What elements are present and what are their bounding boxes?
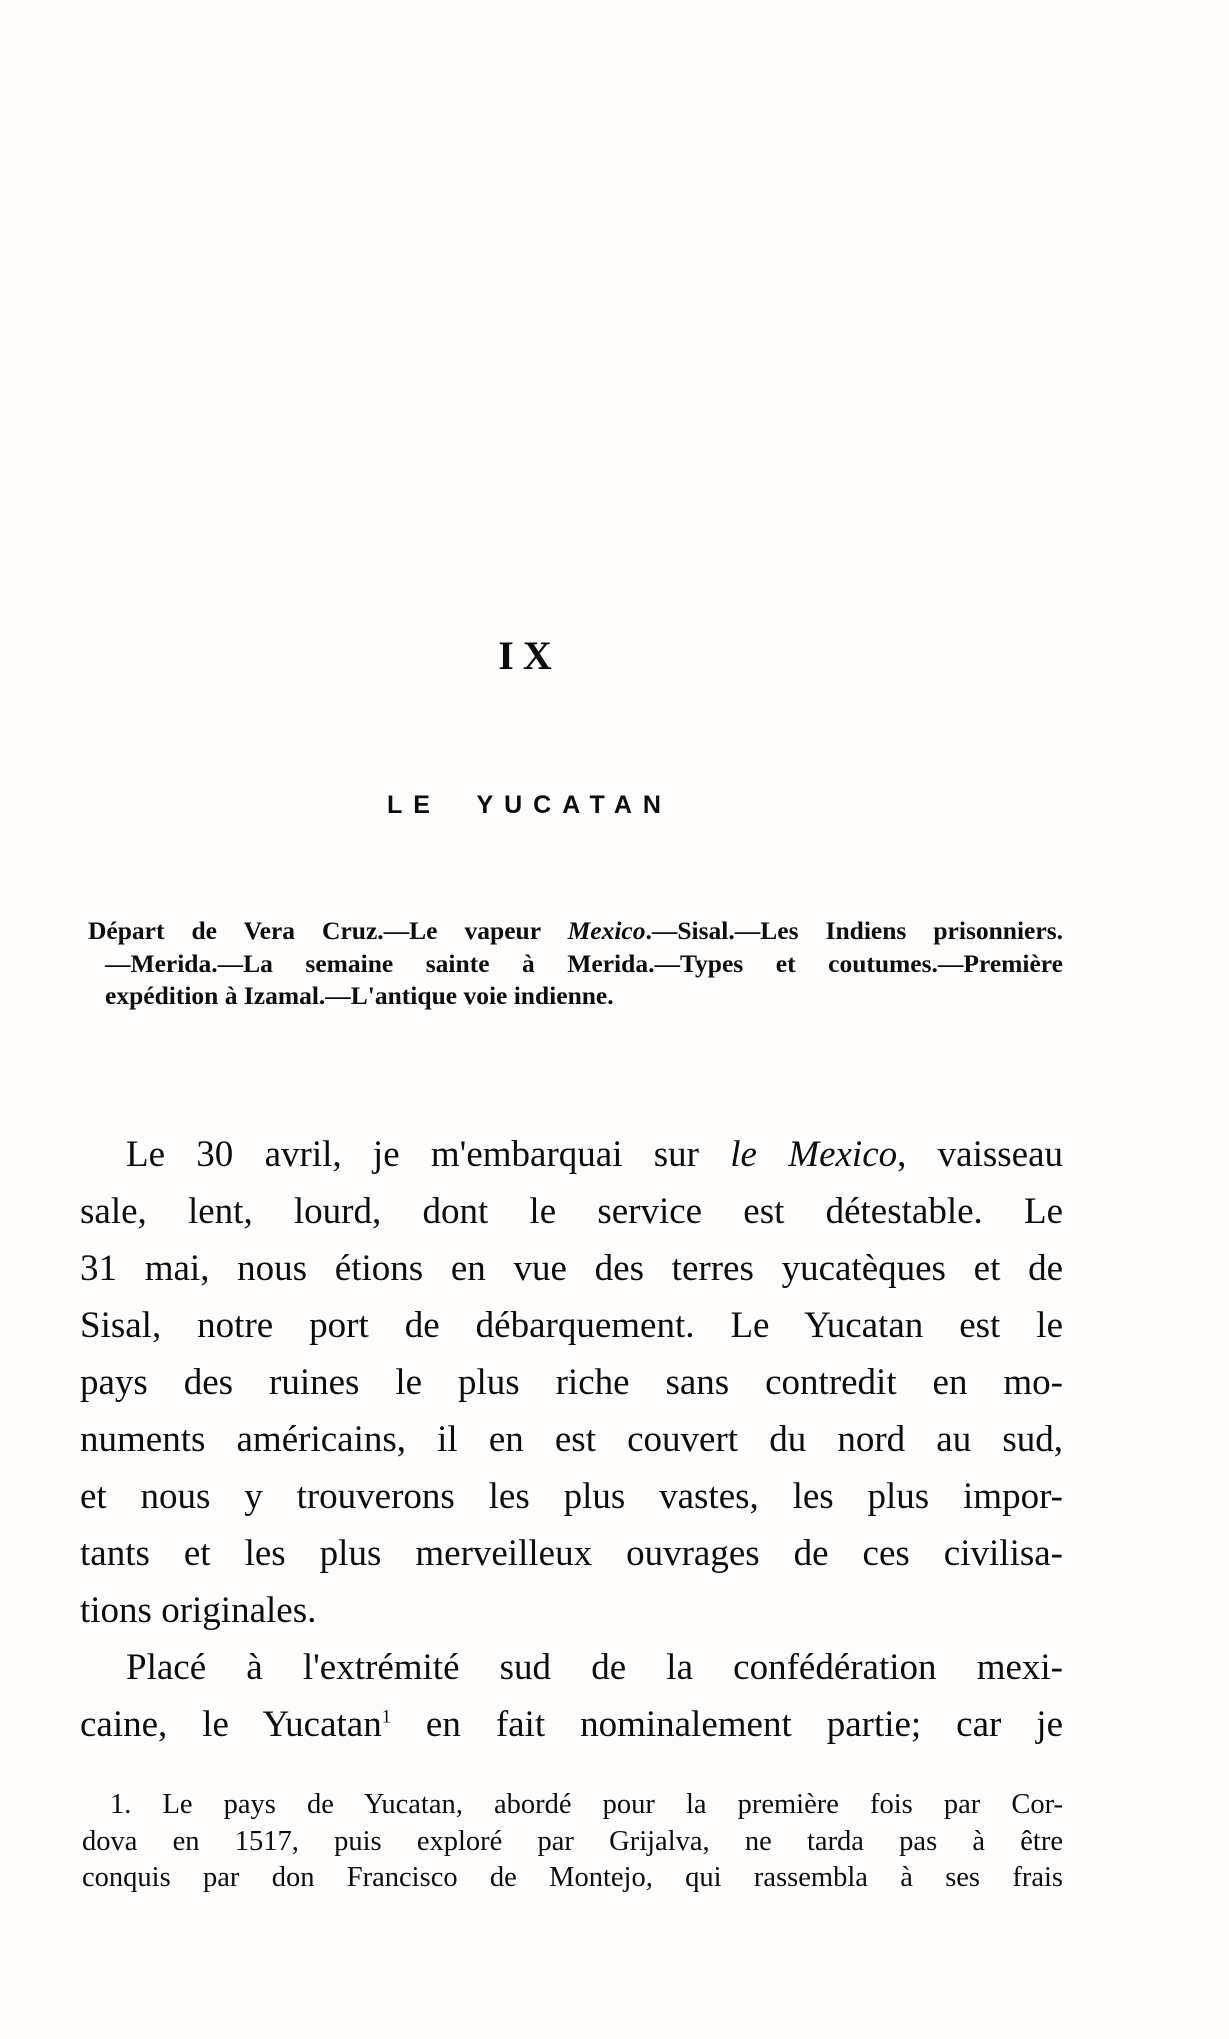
text-line <box>88 948 1063 981</box>
italic-text: le Mexico <box>730 1134 898 1175</box>
text-segment: 31 mai, nous étions en vue des terres yucatèques et de <box>80 1248 1063 1289</box>
text-segment: 1. Le pays de Yucatan, abordé pour la première fois par Cor- <box>110 1789 1063 1820</box>
text-line <box>80 1468 1063 1525</box>
text-segment: caine, le Yucatan <box>80 1704 382 1745</box>
body-text <box>80 1126 1063 1753</box>
text-segment: tions originales. <box>80 1590 317 1631</box>
text-segment: dova en 1517, puis exploré par Grijalva, ne tarda pas à être <box>82 1825 1063 1857</box>
text-line <box>80 1696 1063 1753</box>
text-segment: sale, lent, lourd, dont le service est détestable. Le <box>80 1191 1063 1232</box>
chapter-number: IX <box>498 633 561 678</box>
footnote-reference: 1 <box>381 1707 391 1728</box>
text-line <box>80 1297 1063 1354</box>
text-segment: pays des ruines le plus riche sans contredit en mo- <box>80 1362 1063 1403</box>
chapter-title: LE YUCATAN <box>387 791 672 819</box>
text-segment: et nous y trouverons les plus vastes, les plus impor- <box>80 1476 1063 1517</box>
text-segment: en fait nominalement partie; car je <box>390 1704 1063 1745</box>
text-segment: —Merida.—La semaine sainte à Merida.—Types et coutumes.—Première <box>105 948 1063 978</box>
text-line <box>80 1525 1063 1582</box>
footnote <box>82 1787 1063 1897</box>
text-segment: Départ de Vera Cruz.—Le vapeur <box>88 916 568 945</box>
text-line <box>88 915 1063 948</box>
text-segment: tants et les plus merveilleux ouvrages de ces civilisa- <box>80 1533 1063 1574</box>
paragraph-1 <box>80 1126 1063 1639</box>
text-line <box>80 1126 1063 1183</box>
text-line <box>80 1411 1063 1468</box>
paragraph-2 <box>80 1639 1063 1753</box>
chapter-summary <box>88 915 1063 1013</box>
text-line <box>80 1639 1063 1696</box>
text-line <box>82 1824 1063 1861</box>
text-line <box>80 1240 1063 1297</box>
text-segment: Le 30 avril, je m'embarquai sur <box>126 1134 731 1175</box>
text-line <box>82 1860 1063 1897</box>
text-segment: , vaisseau <box>897 1134 1063 1175</box>
text-line <box>80 1354 1063 1411</box>
text-line <box>82 1787 1063 1824</box>
text-segment: Sisal, notre port de débarquement. Le Yucatan est le <box>80 1305 1063 1346</box>
text-line <box>88 980 1063 1013</box>
text-segment: expédition à Izamal.—L'antique voie indienne. <box>105 981 614 1010</box>
text-line <box>80 1582 1063 1639</box>
text-segment: numents américains, il en est couvert du nord au sud, <box>80 1419 1063 1460</box>
italic-text: Mexico <box>567 916 646 945</box>
text-line <box>80 1183 1063 1240</box>
text-column <box>80 0 1063 2039</box>
text-segment: Placé à l'extrémité sud de la confédération mexi- <box>126 1647 1063 1688</box>
text-segment: .—Sisal.—Les Indiens prisonniers. <box>645 916 1063 945</box>
text-segment: conquis par don Francisco de Montejo, qui rassembla à ses frais <box>82 1862 1063 1893</box>
